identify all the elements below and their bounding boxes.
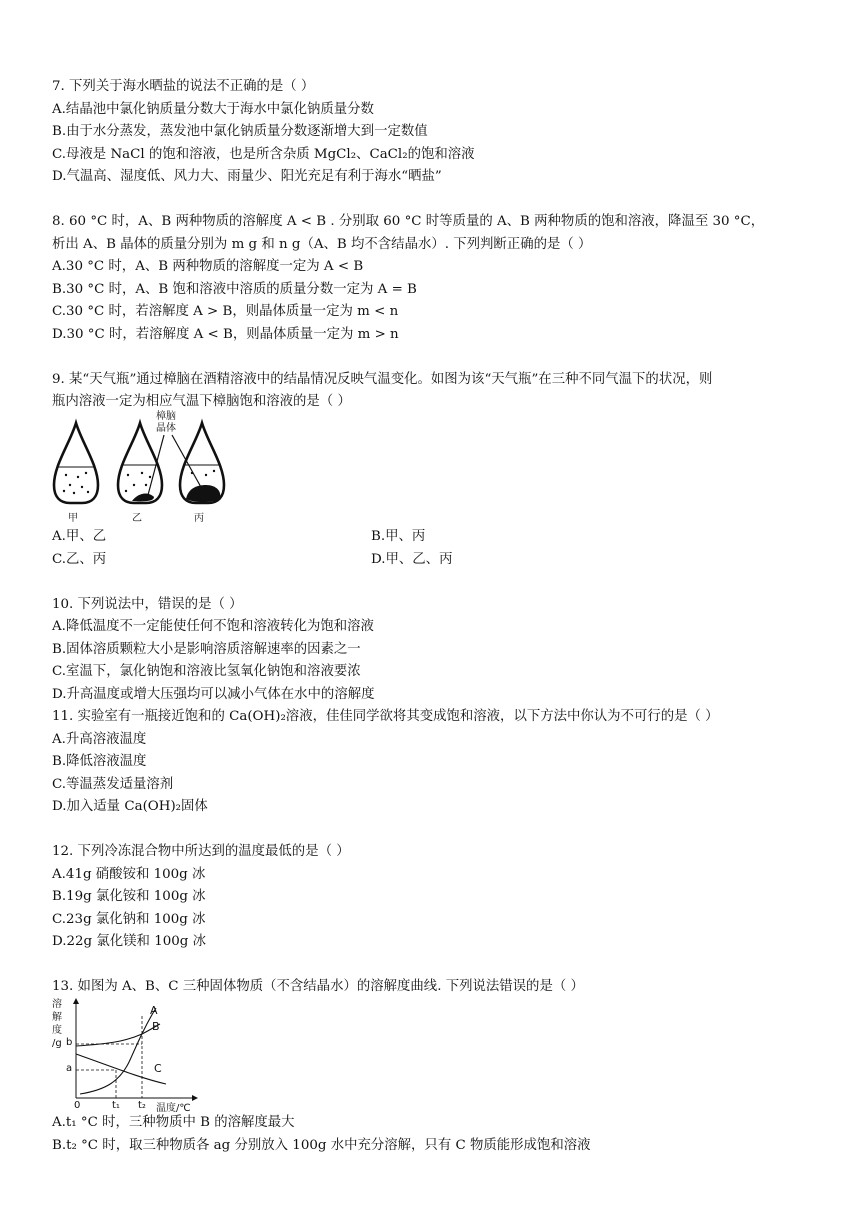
graph-tick-t1: t₁ xyxy=(112,1100,120,1111)
q9-option-b: B.甲、丙 xyxy=(371,529,426,544)
graph-ylabel-3: 度 xyxy=(52,1025,62,1036)
q8-stem-line1: 8. 60 °C 时，A、B 两种物质的溶解度 A < B . 分别取 60 °C 时等质量的 A、B 两种物质的饱和溶液，降温至 30 °C， xyxy=(52,214,765,229)
graph-ylabel-2: 解 xyxy=(52,1012,62,1023)
q9-option-c: C.乙、丙 xyxy=(52,552,107,567)
q12-stem: 12. 下列冷冻混合物中所达到的温度最低的是（ ） xyxy=(52,844,350,859)
figure-label-bing: 丙 xyxy=(194,513,204,524)
q8-option-d: D.30 °C 时，若溶解度 A < B，则晶体质量一定为 m > n xyxy=(52,327,399,342)
q11-stem: 11. 实验室有一瓶接近饱和的 Ca(OH)₂溶液，佳佳同学欲将其变成饱和溶液，以下方法中你认为不可行的是（ ） xyxy=(52,709,719,724)
curve-label-a: A xyxy=(150,1004,158,1017)
q11-option-b: B.降低溶液温度 xyxy=(52,754,147,769)
q10-option-a: A.降低温度不一定能使任何不饱和溶液转化为饱和溶液 xyxy=(52,619,374,634)
q13-option-b: B.t₂ °C 时，取三种物质各 ag 分别放入 100g 水中充分溶解，只有 C 物质能形成饱和溶液 xyxy=(52,1138,591,1153)
q13-option-a: A.t₁ °C 时，三种物质中 B 的溶解度最大 xyxy=(52,1115,295,1130)
q9-option-a: A.甲、乙 xyxy=(52,529,107,544)
bottle-bing xyxy=(180,423,224,503)
q11-option-a: A.升高溶液温度 xyxy=(52,732,147,747)
q10-option-d: D.升高温度或增大压强均可以减小气体在水中的溶解度 xyxy=(52,687,375,702)
graph-ylabel-1: 溶 xyxy=(52,999,62,1010)
q10-option-c: C.室温下，氯化钠饱和溶液比氢氧化钠饱和溶液要浓 xyxy=(52,664,361,679)
q11-option-c: C.等温蒸发适量溶剂 xyxy=(52,777,174,792)
graph-origin: 0 xyxy=(74,1100,81,1111)
figure-label-camphor-line1: 樟脑 xyxy=(156,411,176,422)
curve-label-b: B xyxy=(152,1020,160,1033)
figure-label-camphor-line2: 晶体 xyxy=(156,423,176,434)
q9-option-d: D.甲、乙、丙 xyxy=(371,552,453,567)
graph-ylabel-4: /g xyxy=(52,1038,62,1049)
q9-stem-line2: 瓶内溶液一定为相应气温下樟脑饱和溶液的是（ ） xyxy=(52,394,351,409)
q7-stem: 7. 下列关于海水晒盐的说法不正确的是（ ） xyxy=(52,79,315,94)
q7-option-d: D.气温高、湿度低、风力大、雨量少、阳光充足有利于海水“晒盐” xyxy=(52,169,442,184)
q11-option-d: D.加入适量 Ca(OH)₂固体 xyxy=(52,799,208,814)
q7-option-c: C.母液是 NaCl 的饱和溶液，也是所含杂质 MgCl₂、CaCl₂的饱和溶液 xyxy=(52,147,475,162)
bottle-yi xyxy=(118,423,162,503)
graph-xlabel: 温度/℃ xyxy=(156,1103,191,1114)
q10-option-b: B.固体溶质颗粒大小是影响溶质溶解速率的因素之一 xyxy=(52,642,361,657)
figure-label-yi: 乙 xyxy=(132,513,142,524)
figure-label-camphor xyxy=(156,411,176,435)
q8-option-b: B.30 °C 时，A、B 饱和溶液中溶质的质量分数一定为 A = B xyxy=(52,282,417,297)
q13-stem: 13. 如图为 A、B、C 三种固体物质（不含结晶水）的溶解度曲线. 下列说法错误的是（ ） xyxy=(52,979,584,994)
q8-stem-line2: 析出 A、B 晶体的质量分别为 m g 和 n g（A、B 均不含结晶水）. 下列判断正确的是（ ） xyxy=(52,237,592,252)
q7-option-b: B.由于水分蒸发，蒸发池中氯化钠质量分数逐渐增大到一定数值 xyxy=(52,124,428,139)
graph-tick-a: a xyxy=(66,1063,73,1074)
graph-ylabel xyxy=(52,998,62,1050)
q10-stem: 10. 下列说法中，错误的是（ ） xyxy=(52,597,243,612)
weather-bottle-figure xyxy=(50,413,250,525)
bottle-jia xyxy=(54,423,98,503)
graph-tick-b: b xyxy=(66,1037,73,1048)
q12-option-b: B.19g 氯化铵和 100g 冰 xyxy=(52,889,206,904)
q8-option-a: A.30 °C 时，A、B 两种物质的溶解度一定为 A < B xyxy=(52,259,364,274)
solubility-curve-figure xyxy=(50,998,200,1112)
curve-label-c: C xyxy=(154,1062,162,1075)
q12-option-d: D.22g 氯化镁和 100g 冰 xyxy=(52,934,206,949)
q9-stem-line1: 9. 某“天气瓶”通过樟脑在酒精溶液中的结晶情况反映气温变化。如图为该“天气瓶”在三种不同气温下的状况，则 xyxy=(52,372,713,387)
q8-option-c: C.30 °C 时，若溶解度 A > B，则晶体质量一定为 m < n xyxy=(52,304,399,319)
q12-option-a: A.41g 硝酸铵和 100g 冰 xyxy=(52,867,206,882)
q7-option-a: A.结晶池中氯化钠质量分数大于海水中氯化钠质量分数 xyxy=(52,102,374,117)
graph-tick-t2: t₂ xyxy=(138,1100,146,1111)
figure-label-jia: 甲 xyxy=(68,513,78,524)
q12-option-c: C.23g 氯化钠和 100g 冰 xyxy=(52,912,206,927)
